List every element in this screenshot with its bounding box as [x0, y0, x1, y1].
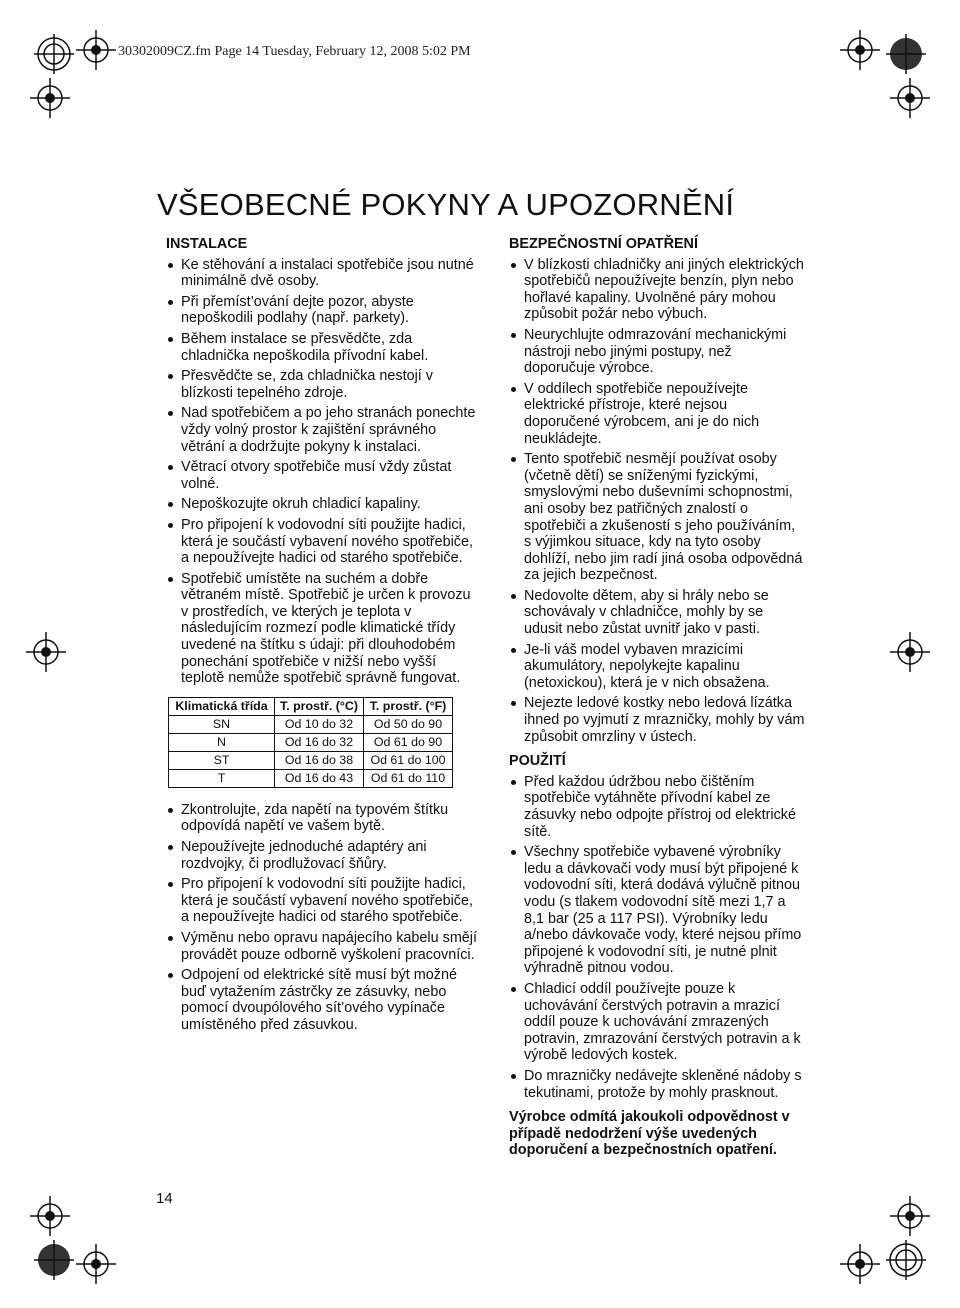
bullet-icon: [168, 502, 173, 507]
table-cell: Od 61 do 110: [364, 769, 453, 787]
bullet-icon: [511, 333, 516, 338]
bullet-icon: [168, 845, 173, 850]
table-row: [169, 733, 453, 751]
list-item: V blízkosti chladničky ani jiných elektrických spotřebičů nepoužívejte benzín, plyn nebo hořlavé kapaliny. Uvolněné páry mohou způsobit požár nebo výbuch.: [509, 257, 805, 323]
list-item: V oddílech spotřebiče nepoužívejte elektrické přístroje, které nejsou doporučené výrobcem, ani je do nich neukládejte.: [509, 381, 805, 447]
bullet-icon: [511, 263, 516, 268]
registration-mark-icon: [26, 632, 66, 672]
table-cell: T: [169, 769, 275, 787]
table-cell: SN: [169, 715, 275, 733]
table-row: [169, 751, 453, 769]
table-cell: N: [169, 733, 275, 751]
bullet-icon: [511, 387, 516, 392]
liability-disclaimer: Výrobce odmítá jakoukoli odpovědnost v případě nedodržení výše uvedených doporučení a bezpečnostních opatření.: [509, 1109, 790, 1159]
safety-list: [509, 257, 805, 746]
list-item: Během instalace se přesvědčte, zda chladnička nepoškodila přívodní kabel.: [166, 331, 478, 364]
list-item: Odpojení od elektrické sítě musí být možné buď vytažením zástrčky ze zásuvky, nebo pomocí dvoupólového sít’ového vypínače umístěného před zásuvkou.: [166, 967, 478, 1033]
table-cell: Od 16 do 32: [275, 733, 364, 751]
page-number: 14: [156, 1190, 173, 1207]
table-row: [169, 715, 453, 733]
list-item: Chladicí oddíl používejte pouze k uchovávání čerstvých potravin a mrazicí oddíl pouze k uchovávání zmrazených potravin, zmrazování čerstvých potravin a k výrobě ledových kostek.: [509, 981, 805, 1064]
registration-mark-icon: [76, 1244, 116, 1284]
list-item: Pro připojení k vodovodní síti použijte hadici, která je součástí vybavení nového spotřebiče, a nepoužívejte hadici od starého spotřebiče.: [166, 876, 478, 926]
table-row: [169, 769, 453, 787]
list-item: Tento spotřebič nesmějí používat osoby (včetně dětí) se sníženými fyzickými, smyslovými nebo duševními schopnostmi, ani osoby bez patřičných znalostí o spotřebiči a zkušeností s jeho používáním, s výjimkou situace, kdy na tyto osoby dohlíží, nebo jim radí jiná osoba odpovědná za jejich bezpečnost.: [509, 451, 805, 584]
bullet-icon: [511, 701, 516, 706]
page-title: VŠEOBECNÉ POKYNY A UPOZORNĚNÍ: [157, 187, 735, 222]
list-item: Nejezte ledové kostky nebo ledová lízátka ihned po vyjmutí z mrazničky, mohly by vám způsobit omrzliny v ústech.: [509, 695, 805, 745]
list-item: Všechny spotřebiče vybavené výrobníky ledu a dávkovači vody musí být připojené k vodovodní síti, která dodává výlučně pitnou vodu (s tlakem vodovodní sítě mezi 1,7 a 8,1 bar (25 a 117 PSI). Výrobníky ledu a/nebo dávkovače vody, které nejsou přímo připojené k vodovodní síti, je nutné plnit výhradně pitnou vodou.: [509, 844, 805, 977]
registration-mark-icon: [886, 1240, 926, 1280]
table-header-cell: Klimatická třída: [169, 697, 275, 715]
bullet-icon: [168, 523, 173, 528]
climate-class-table: [168, 697, 453, 788]
list-item: Výměnu nebo opravu napájecího kabelu smějí provádět pouze odborně vyškolení pracovníci.: [166, 930, 478, 963]
installation-list: [166, 257, 478, 687]
bullet-icon: [168, 808, 173, 813]
bullet-icon: [511, 648, 516, 653]
registration-mark-icon: [886, 34, 926, 74]
usage-list: [509, 774, 805, 1101]
registration-mark-icon: [34, 34, 74, 74]
registration-mark-icon: [890, 632, 930, 672]
list-item: Zkontrolujte, zda napětí na typovém štítku odpovídá napětí ve vašem bytě.: [166, 802, 478, 835]
bullet-icon: [168, 300, 173, 305]
list-item: Při přemíst’ování dejte pozor, abyste nepoškodili podlahy (např. parkety).: [166, 294, 478, 327]
table-header-cell: T. prostř. (°C): [275, 697, 364, 715]
list-item: Neurychlujte odmrazování mechanickými nástroji nebo jinými postupy, než doporučuje výrobce.: [509, 327, 805, 377]
list-item: Větrací otvory spotřebiče musí vždy zůstat volné.: [166, 459, 478, 492]
table-header-row: [169, 697, 453, 715]
table-cell: Od 16 do 43: [275, 769, 364, 787]
table-cell: ST: [169, 751, 275, 769]
right-column: [509, 236, 805, 1159]
section-heading-pouziti: POUŽITÍ: [509, 753, 566, 770]
bullet-icon: [511, 987, 516, 992]
table-cell: Od 61 do 100: [364, 751, 453, 769]
registration-mark-icon: [890, 78, 930, 118]
bullet-icon: [168, 577, 173, 582]
bullet-icon: [168, 263, 173, 268]
list-item: Nedovolte dětem, aby si hrály nebo se schovávaly v chladničce, mohly by se udusit nebo zůstat uvnitř jako v pasti.: [509, 588, 805, 638]
list-item: Nepoškozujte okruh chladicí kapaliny.: [166, 496, 478, 513]
file-header: 30302009CZ.fm Page 14 Tuesday, February 12, 2008 5:02 PM: [118, 44, 471, 59]
registration-mark-icon: [840, 30, 880, 70]
section-heading-bezpecnost: BEZPEČNOSTNÍ OPATŘENÍ: [509, 236, 698, 252]
list-item: Před každou údržbou nebo čištěním spotřebiče vytáhněte přívodní kabel ze zásuvky nebo odpojte přístroj od elektrické sítě.: [509, 774, 805, 840]
bullet-icon: [511, 594, 516, 599]
bullet-icon: [511, 850, 516, 855]
list-item: Pro připojení k vodovodní síti použijte hadici, která je součástí vybavení nového spotřebiče, a nepoužívejte hadici od starého spotřebiče.: [166, 517, 478, 567]
bullet-icon: [168, 973, 173, 978]
registration-mark-icon: [76, 30, 116, 70]
list-item: Nepoužívejte jednoduché adaptéry ani rozdvojky, či prodlužovací šňůry.: [166, 839, 478, 872]
bullet-icon: [511, 780, 516, 785]
list-item: Přesvědčte se, zda chladnička nestojí v blízkosti tepelného zdroje.: [166, 368, 478, 401]
table-cell: Od 10 do 32: [275, 715, 364, 733]
table-header-cell: T. prostř. (°F): [364, 697, 453, 715]
bullet-icon: [511, 1074, 516, 1079]
table-cell: Od 50 do 90: [364, 715, 453, 733]
bullet-icon: [168, 882, 173, 887]
bullet-icon: [168, 337, 173, 342]
bullet-icon: [168, 465, 173, 470]
list-item: Je-li váš model vybaven mrazicími akumulátory, nepolykejte kapalinu (netoxickou), která je v nich obsažena.: [509, 642, 805, 692]
bullet-icon: [168, 411, 173, 416]
left-column: [166, 236, 478, 1038]
table-cell: Od 61 do 90: [364, 733, 453, 751]
list-item: Ke stěhování a instalaci spotřebiče jsou nutné minimálně dvě osoby.: [166, 257, 478, 290]
section-heading-instalace: INSTALACE: [166, 236, 248, 252]
bullet-icon: [168, 936, 173, 941]
list-item: Do mrazničky nedávejte skleněné nádoby s tekutinami, protože by mohly prasknout.: [509, 1068, 805, 1101]
electrical-list: [166, 802, 478, 1034]
list-item: Spotřebič umístěte na suchém a dobře větraném místě. Spotřebič je určen k provozu v prostředích, ve kterých je teplota v následujícím rozmezí podle klimatické třídy uvedené na štítku s údaji: při dlouhodobém ponechání spotřebiče v nižší nebo vyšší teplotě nemůže spotřebič správně fungovat.: [166, 571, 478, 687]
bullet-icon: [168, 374, 173, 379]
registration-mark-icon: [30, 1196, 70, 1236]
registration-mark-icon: [34, 1240, 74, 1280]
list-item: Nad spotřebičem a po jeho stranách ponechte vždy volný prostor k zajištění správného větrání a dodržujte pokyny k instalaci.: [166, 405, 478, 455]
registration-mark-icon: [30, 78, 70, 118]
table-cell: Od 16 do 38: [275, 751, 364, 769]
bullet-icon: [511, 457, 516, 462]
registration-mark-icon: [840, 1244, 880, 1284]
registration-mark-icon: [890, 1196, 930, 1236]
